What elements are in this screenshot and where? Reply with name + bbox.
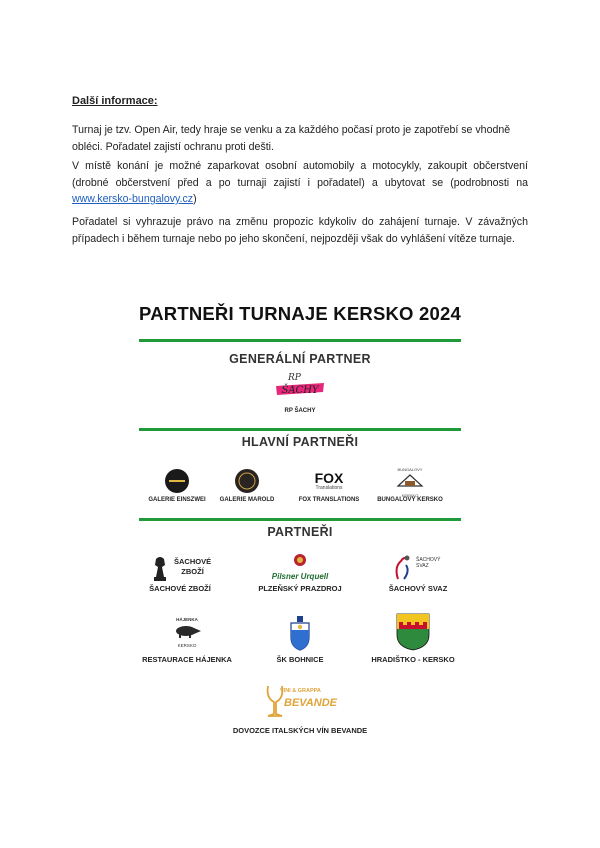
galerie-einszwei-logo <box>165 469 189 493</box>
pilsner-urquell-logo <box>270 553 330 581</box>
info-paragraph-weather: Turnaj je tzv. Open Air, tedy hraje se venku a za každého počasí proto je zapotřebí se vhodně obléci. Pořadatel zajistí ochranu proti dešti. <box>72 124 511 153</box>
bungalovy-kersko-logo <box>388 467 432 498</box>
galerie-marold-logo <box>235 469 259 493</box>
partner-caption: ŠACHOVÝ SVAZ <box>388 584 448 593</box>
main-partner-caption: GALERIE EINSZWEI <box>148 497 206 503</box>
main-partner-caption: FOX TRANSLATIONS <box>298 497 360 503</box>
partner-caption: PLZEŇSKÝ PRAZDROJ <box>258 584 342 593</box>
hradistko-kersko-logo <box>396 613 430 651</box>
fox-logo-text: FOX <box>314 470 344 486</box>
sachovy-svaz-line2: SVAZ <box>416 563 429 569</box>
bevande-logo-main: BEVANDE <box>284 697 337 709</box>
sachove-zbozi-line1: ŠACHOVÉ <box>174 557 212 566</box>
bevande-logo <box>260 684 340 718</box>
divider-rule <box>139 339 461 342</box>
partner-caption: RESTAURACE HÁJENKA <box>142 655 232 664</box>
pilsner-logo-text: Pilsner Urquell <box>271 572 329 581</box>
rp-sachy-logo <box>274 369 326 405</box>
hajenka-logo-line2: KERSKO <box>177 643 197 648</box>
hajenka-logo <box>167 617 207 649</box>
main-partners-heading: HLAVNÍ PARTNEŘI <box>241 435 359 449</box>
fox-translations-logo <box>309 471 349 493</box>
partners-title: PARTNEŘI TURNAJE KERSKO 2024 <box>139 303 461 324</box>
divider-rule <box>139 428 461 431</box>
svg-text:RP: RP <box>288 373 301 383</box>
fox-logo-sub: Translations <box>315 485 343 491</box>
info-paragraph-parking-end: ) <box>193 193 197 205</box>
sachove-zbozi-logo <box>150 555 210 583</box>
hajenka-logo-line1: HÁJENKA <box>176 617 198 622</box>
partner-caption: HRADIŠTKO - KERSKO <box>371 655 455 664</box>
partner-caption: ŠK BOHNICE <box>276 655 324 664</box>
kersko-bungalovy-link[interactable]: www.kersko-bungalovy.cz <box>72 193 194 205</box>
bungalovy-logo-text: BUNGALOVY <box>397 467 423 472</box>
partner-caption: ŠACHOVÉ ZBOŽÍ <box>149 584 211 593</box>
info-heading: Další informace: <box>72 95 158 107</box>
main-partner-caption: BUNGALOVY KERSKO <box>377 497 443 503</box>
sk-bohnice-logo <box>289 615 311 651</box>
main-partner-caption: GALERIE MAROLD <box>219 497 275 503</box>
bungalovy-logo-sub: KERSKO <box>401 493 419 498</box>
partners-heading: PARTNEŘI <box>267 525 333 539</box>
sachove-zbozi-line2: ZBOŽÍ <box>181 567 204 576</box>
svg-text:ŠACHY: ŠACHY <box>281 385 319 396</box>
general-partner-caption: RP ŠACHY <box>284 408 316 414</box>
sachovy-svaz-logo <box>388 553 448 581</box>
info-paragraph-parking <box>72 158 528 208</box>
sachovy-svaz-line1: ŠACHOVÝ <box>416 557 441 563</box>
info-paragraph-rules: Pořadatel si vyhrazuje právo na změnu propozic kdykoliv do zahájení turnaje. V závažných případech i během turnaje nebo po jeho skončení, nejpozději však do vyhlášení vítěze turnaje. <box>72 216 528 245</box>
bevande-logo-top: VINI & GRAPPA <box>280 688 321 694</box>
bevande-caption: DOVOZCE ITALSKÝCH VÍN BEVANDE <box>232 726 368 735</box>
info-paragraph-parking-text: V místě konání je možné zaparkovat osobní automobily a motocykly, zakoupit občerstvení (drobné občerstvení před a po turnaji zajistí i pořadatel) a ubytovat se (podrobnosti na <box>72 160 528 189</box>
divider-rule <box>139 518 461 521</box>
general-partner-heading: GENERÁLNÍ PARTNER <box>229 352 371 366</box>
